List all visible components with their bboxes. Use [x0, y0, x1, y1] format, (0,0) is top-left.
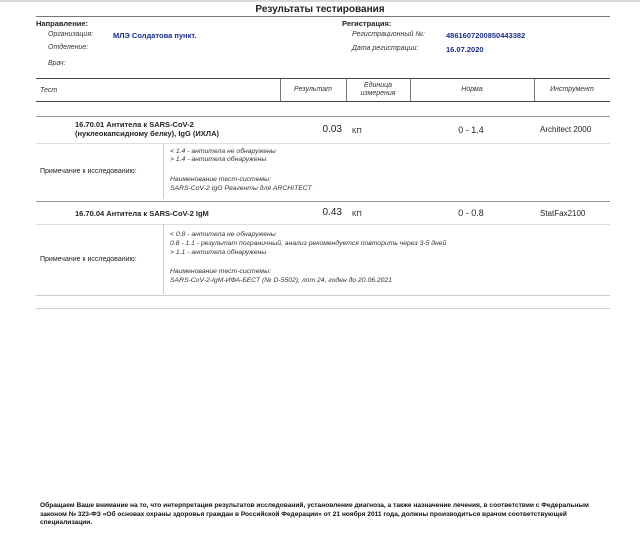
department-label: Отделение:: [48, 44, 89, 51]
header-norm: Норма: [461, 86, 483, 93]
note-1-line3: Наименование тест-системы:: [170, 176, 271, 183]
note-2-line1: < 0.8 - антитела не обнаружены: [170, 231, 276, 238]
result-2: 0.43: [322, 207, 342, 218]
organization-label: Организация:: [48, 31, 93, 38]
result-1: 0.03: [322, 124, 342, 135]
unit-2: КП: [352, 209, 362, 218]
registration-date-label: Дата регистрации:: [352, 45, 419, 52]
note-1-line2: > 1.4 - антитела обнаружены: [170, 156, 267, 163]
note-2-line5: SARS-CoV-2-IgM-ИФА-БЕСТ (№ D-5502), лот 24, годен до 20.06.2021: [170, 277, 393, 284]
header-result: Результат: [294, 86, 332, 93]
note-1-line1: < 1.4 - антитела не обнаружены: [170, 148, 276, 155]
top-strip: [0, 0, 640, 2]
note-2-line2: 0.8 - 1.1 - результат пограничный, анализ рекомендуется повторить через 3-5 дней: [170, 240, 447, 247]
norm-2: 0 - 0.8: [458, 208, 484, 218]
legal-disclaimer: Обращаем Ваше внимание на то, что интерпретация результатов исследований, установление диагноза, а также назначение лечения, в соответствии с Федеральным законом № 323-ФЗ «Об основах охраны здоровья граждан в Российской Федерации» от 21 ноября 2011 года, должны производиться врачом соответствующей специализации.: [40, 502, 589, 526]
title-divider: [36, 16, 610, 17]
header-instrument: Инструмент: [550, 86, 594, 93]
instrument-2: StatFax2100: [540, 209, 586, 218]
note-1-line4: SARS-CoV-2 IgG Реагенты для ARCHITECT: [170, 185, 312, 192]
note-column-divider: [163, 143, 164, 199]
table-bottom-line: [36, 295, 610, 296]
test-name-2: 16.70.04 Антитела к SARS-CoV-2 IgM: [75, 209, 209, 218]
note-divider: [36, 224, 610, 225]
registration-date-value: 16.07.2020: [446, 45, 484, 54]
doctor-label: Врач:: [48, 60, 66, 67]
table-header: [36, 78, 610, 102]
header-test: Тест: [40, 86, 58, 94]
table-end-line: [36, 308, 610, 309]
note-label-1: Примечание к исследованию:: [40, 168, 137, 175]
organization-value: МЛЭ Солдатова пункт.: [113, 31, 197, 40]
test-name-1-line2: (нуклеокапсидному белку), IgG (ИХЛА): [75, 129, 219, 138]
registration-number-label: Регистрационный №:: [352, 31, 425, 38]
unit-1: КП: [352, 126, 362, 135]
report-title: Результаты тестирования: [255, 4, 385, 15]
note-label-2: Примечание к исследованию:: [40, 256, 137, 263]
note-2-line3: > 1.1 - антитела обнаружены: [170, 249, 267, 256]
note-divider: [36, 143, 610, 144]
registration-heading: Регистрация:: [342, 19, 392, 28]
row-divider: [36, 116, 610, 117]
header-unit: [346, 79, 410, 101]
norm-1: 0 - 1.4: [458, 125, 484, 135]
header-unit-line1: Единица: [363, 82, 393, 89]
header-unit-line2: измерения: [360, 90, 396, 97]
test-name-1-line1: 16.70.01 Антитела к SARS-CoV-2: [75, 120, 194, 129]
note-2-line4: Наименование тест-системы:: [170, 268, 271, 275]
direction-heading: Направление:: [36, 19, 89, 28]
row-divider: [36, 201, 610, 202]
note-column-divider: [163, 224, 164, 294]
test-name-1: [75, 120, 219, 138]
registration-number-value: 4861607200850443382: [446, 31, 526, 40]
instrument-1: Architect 2000: [540, 125, 592, 134]
